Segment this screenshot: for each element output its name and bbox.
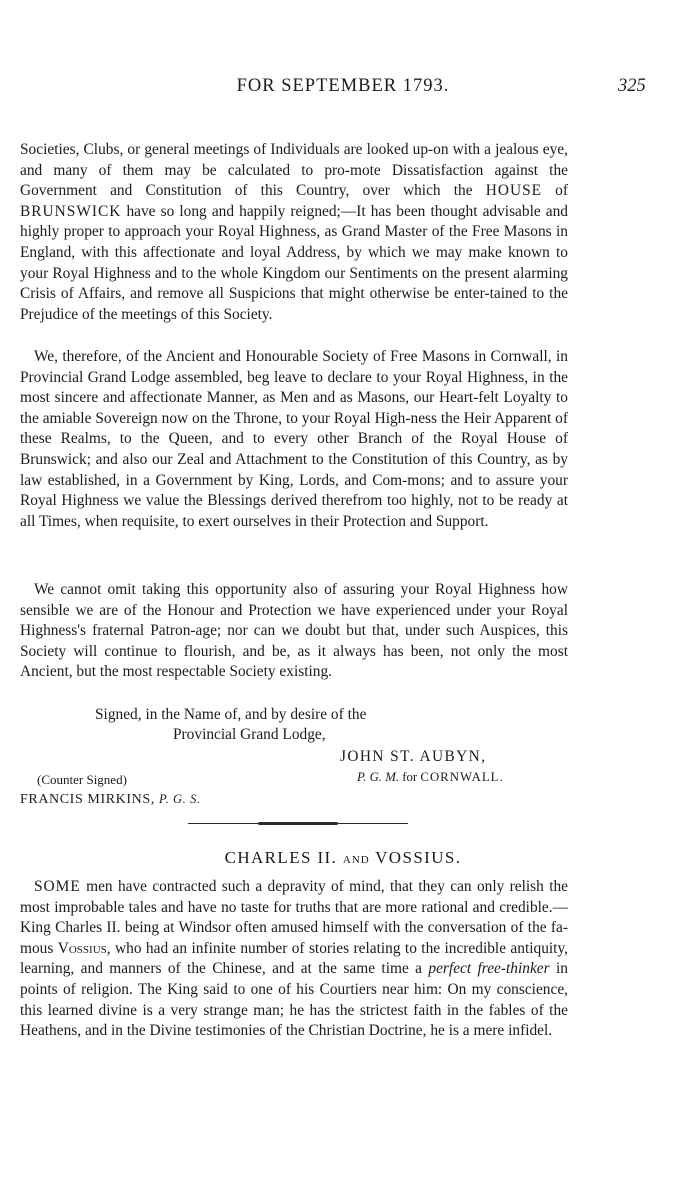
address-paragraph-1 [20,140,568,325]
article-vossius: Vossius [57,939,107,957]
signer-title-abbr: P. G. M. [357,770,400,784]
signer-title-place: CORNWALL. [420,770,504,784]
running-head: FOR SEPTEMBER 1793. [236,76,450,96]
article-text-c: , who had an infinite number of stories relating to the incredible antiquity, learning, and manners of the Chinese, and at the same time a [20,939,568,978]
article-paragraph [20,877,568,1042]
address-paragraph-3-text: We cannot omit taking this opportunity also of assuring your Royal Highness how sensible we are of the Honour and Protection we have experienced under your Royal Highness's fraternal Patron-age; nor can we doubt but that, under such Auspices, this Society will continue to flourish, and be, as it always has been, not only the most Ancient, but the most respectable Society existing. [20,581,568,681]
address-paragraph-2-text: We, therefore, of the Ancient and Honourable Society of Free Masons in Cornwall, in Provincial Grand Lodge assembled, beg leave to declare to your Royal Highness, in the most sincere and affectionate Manner, as Men and as Masons, our Heart-felt Loyalty to the amiable Sovereign now on the Throne, to your Royal High-ness the Heir Apparent of these Realms, to the Queen, and to every other Branch of the Royal House of Brunswick; and also our Zeal and Attachment to the Constitution of this Country, as by law established, in a Government by King, Lords, and Com-mons; and to assure your Royal Highness we value the Blessings derived therefrom too highly, not to be ready at all Times, when requisite, to exert ourselves in their Protection and Support. [20,348,568,530]
signer-title [357,770,504,785]
ornamental-divider [188,822,408,825]
article-opening-word: SOME [34,878,81,895]
article-title [0,848,686,868]
of-word: of [542,182,568,200]
address-paragraph-1-text-b: have so long and happily reigned;—It has been thought advisable and highly proper to approach your Royal Highness, as Grand Master of the Free Masons in England, with this affectionate and loyal Address, by which we may make known to your Royal Highness and to the whole Kingdom our Sentiments on the present alarming Crisis of Affairs, and remove all Suspicions that might otherwise be enter-tained to the Prejudice of the meetings of this Society. [20,202,568,323]
article-title-b: VOSSIUS. [375,848,462,867]
countersigner-title: P. G. S. [158,792,201,806]
article-title-a: CHARLES II. [224,848,338,867]
address-paragraph-1-text-a: Societies, Clubs, or general meetings of Individuals are looked up-on with a jealous eye, and many of them may be calculated to pro-mote Dissatisfaction against the Government and Constitution of this Country, over which the [20,141,568,200]
countersigner-name: FRANCIS MIRKINS, [20,792,159,807]
address-paragraph-3 [20,580,568,683]
article-text-b: men have contracted such a depravity of mind, that they can only relish the most improbable tales and have no taste for truths that are more rational and credible.—King Charles II. being at Windsor often amused himself with the conversation of the fa-mous [20,878,568,957]
countersigner [20,792,201,808]
countersigned-label: (Counter Signed) [37,772,127,787]
signer-title-for: for [399,770,421,784]
signer-name: JOHN ST. AUBYN, [340,748,487,765]
article-italic-phrase: perfect free-thinker [428,960,550,978]
signature-line-1: Signed, in the Name of, and by desire of the [95,706,367,723]
brunswick-caps: BRUNSWICK [20,202,122,220]
signature-line-2: Provincial Grand Lodge, [173,726,326,743]
house-caps: HOUSE [485,182,543,200]
article-text-d: in points of religion. The King said to one of his Courtiers near him: On my conscience, this learned divine is a very strange man; he has the strictest faith in the fables of the Heathens, and in the Divine testimonies of the Christian Doctrine, he is a mere infidel. [20,960,568,1040]
article-title-and: AND [342,854,370,866]
page-number: 325 [618,76,646,96]
address-paragraph-2 [20,347,568,532]
